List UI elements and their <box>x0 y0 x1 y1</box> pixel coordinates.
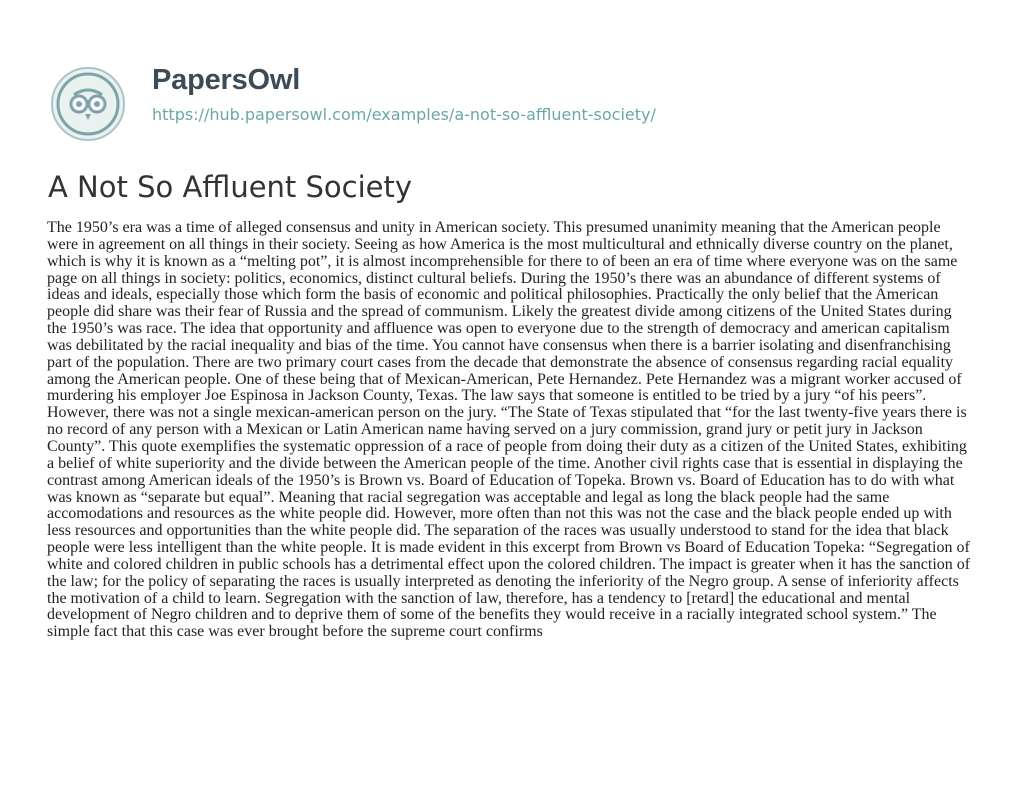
site-header <box>0 0 1024 160</box>
article-title: A Not So Affluent Society <box>48 170 413 204</box>
brand-name[interactable]: PapersOwl <box>152 64 301 96</box>
owl-logo-graphic <box>48 64 128 144</box>
owl-logo-icon[interactable] <box>48 64 128 144</box>
url-protocol: https:// <box>152 105 210 124</box>
page-url-link[interactable] <box>152 105 656 124</box>
article-body: The 1950’s era was a time of alleged consensus and unity in American society. This presumed unanimity meaning that the American people were in agreement on all things in their society. Seeing as how America is the most multicultural and ethnically diverse country on the planet, which is why it is known as a “melting pot”, it is almost incomprehensible for there to of been an era of time where everyone was on the same page on all things in society: politics, economics, distinct cultural beliefs. During the 1950’s there was an abundance of different systems of ideas and ideals, especially those which form the basis of economic and political philosophies. Practically the only belief that the American people did share was their fear of Russia and the spread of communism. Likely the greatest divide among citizens of the United States during the 1950’s was race. The idea that opportunity and affluence was open to everyone due to the strength of democracy and american capitalism was debilitated by the racial inequality and bias of the time. You cannot have consensus when there is a barrier isolating and disenfranchising part of the population. There are two primary court cases from the decade that demonstrate the absence of consensus regarding racial equality among the American people. One of these being that of Mexican-American, Pete Hernandez. Pete Hernandez was a migrant worker accused of murdering his employer Joe Espinosa in Jackson County, Texas. The law says that someone is entitled to be tried by a jury “of his peers”. However, there was not a single mexican-american person on the jury. “The State of Texas stipulated that “for the last twenty-five years there is no record of any person with a Mexican or Latin American name having served on a jury commission, grand jury or petit jury in Jackson County”. This quote exemplifies the systematic oppression of a race of people from doing their duty as a citizen of the United States, exhibiting a belief of white superiority and the divide between the American people of the time. Another civil rights case that is essential in displaying the contrast among American ideals of the 1950’s is Brown vs. Board of Education of Topeka. Brown vs. Board of Education has to do with what was known as “separate but equal”. Meaning that racial segregation was acceptable and legal as long the black people had the same accomodations and resources as the white people did. However, more often than not this was not the case and the black people ended up with less resources and opportunities than the white people did. The separation of the races was usually understood to stand for the idea that black people were less intelligent than the white people. It is made evident in this excerpt from Brown vs Board of Education Topeka: “Segregation of white and colored children in public schools has a detrimental effect upon the colored children. The impact is greater when it has the sanction of the law; for the policy of separating the races is usually interpreted as denoting the inferiority of the Negro group. A sense of inferiority affects the motivation of a child to learn. Segregation with the sanction of law, therefore, has a tendency to [retard] the educational and mental development of Negro children and to deprive them of some of the benefits they would receive in a racially integrated school system.” The simple fact that this case was ever brought before the supreme court confirms <box>47 219 971 641</box>
url-path: hub.papersowl.com/examples/a-not-so-affluent-society/ <box>209 105 656 124</box>
